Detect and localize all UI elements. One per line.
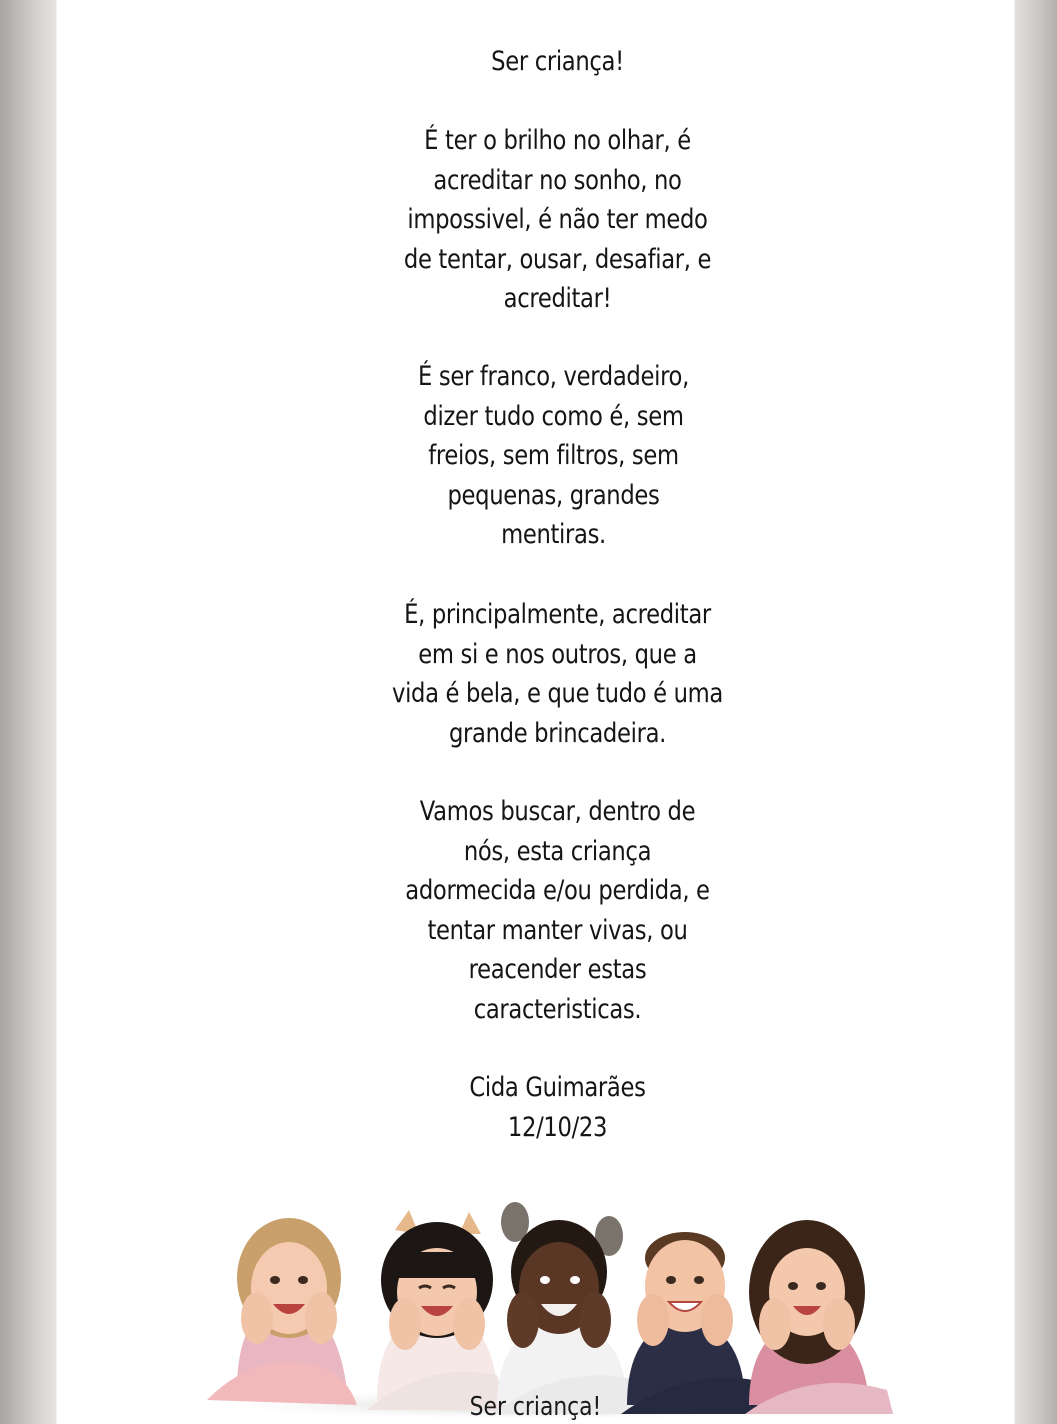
child-1 [207, 1218, 357, 1405]
poem-line: em si e nos outros, que a [418, 638, 697, 670]
poem-line: dizer tudo como é, sem [423, 400, 684, 432]
poem-line: caracteristicas. [473, 993, 642, 1025]
child-5 [745, 1220, 893, 1414]
poem-line: adormecida e/ou perdida, e [405, 875, 710, 906]
signature [156, 1068, 960, 1147]
child-3 [493, 1202, 637, 1414]
poem-line: de tentar, ousar, desafiar, e [403, 243, 712, 275]
child-2 [367, 1210, 507, 1410]
poem-stanza-1 [156, 121, 960, 319]
poem-line: Vamos buscar, dentro de [419, 796, 696, 827]
poem-date: 12/10/23 [507, 1111, 608, 1143]
children-photo [197, 1200, 897, 1418]
poem-line: É, principalmente, acreditar [404, 599, 711, 630]
poem-stanza-2 [152, 357, 956, 555]
poem-line: acreditar! [503, 283, 612, 314]
poem-line: reacender estas [468, 954, 647, 985]
poem-line: grande brincadeira. [448, 717, 667, 749]
poem-line: tentar manter vivas, ou [427, 914, 688, 946]
poem-line: acreditar no sonho, no [433, 164, 682, 196]
poem-line: impossivel, é não ter medo [407, 204, 708, 235]
poem-line: É ser franco, verdadeiro, [418, 361, 689, 392]
poem-line: pequenas, grandes [447, 479, 660, 511]
document-page [57, 0, 1014, 1422]
poem-line: É ter o brilho no olhar, é [424, 125, 691, 156]
poem-line: vida é bela, e que tudo é uma [391, 678, 723, 709]
poem-stanza-3 [156, 595, 960, 753]
footer-title: Ser criança! [469, 1392, 602, 1422]
poem-title: Ser criança! [491, 46, 624, 77]
poem-stanza-4 [156, 792, 960, 1029]
poem-line: freios, sem filtros, sem [428, 440, 679, 471]
child-4 [621, 1232, 759, 1414]
poem-line: mentiras. [501, 519, 606, 550]
author-name: Cida Guimarães [469, 1072, 646, 1103]
poem-line: nós, esta criança [463, 835, 652, 867]
